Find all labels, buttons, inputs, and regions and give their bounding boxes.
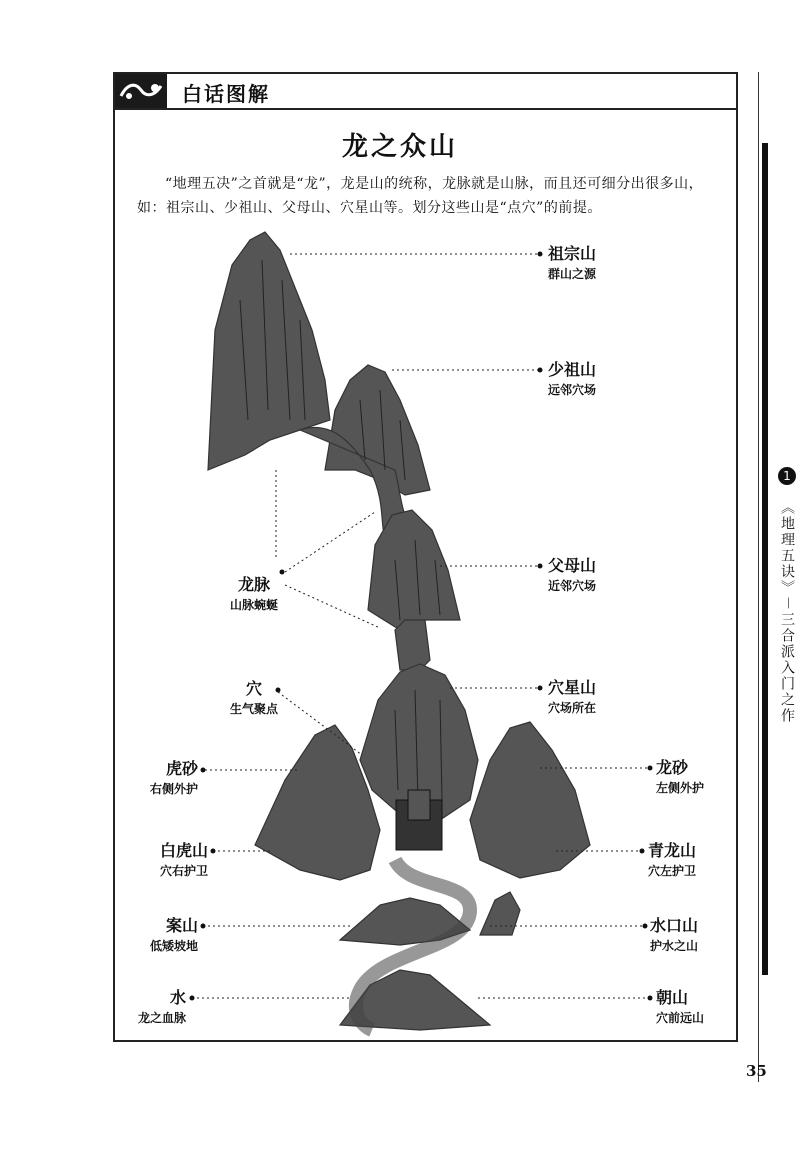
label-main: 龙砂	[656, 758, 689, 777]
label-qinglong-mountain	[648, 840, 696, 880]
label-an-mountain	[130, 915, 198, 955]
label-main: 少祖山	[548, 360, 597, 379]
shuikou-hills	[480, 892, 520, 935]
label-main: 水口山	[650, 916, 699, 935]
page-number: 35	[746, 1062, 767, 1080]
label-sub: 远邻穴场	[548, 383, 597, 397]
label-main: 青龙山	[648, 841, 697, 860]
fumu-mountain	[368, 510, 460, 630]
label-sub: 山脉蜿蜒	[229, 598, 278, 612]
ridge-neck	[395, 620, 430, 670]
label-sub: 护水之山	[650, 939, 699, 953]
label-main: 白虎山	[159, 841, 208, 860]
label-longmai	[222, 574, 286, 614]
label-sub: 穴场所在	[548, 701, 597, 715]
tiger-sand-hills	[255, 725, 380, 880]
label-xue	[222, 678, 286, 718]
label-fumu-mountain	[548, 555, 596, 595]
label-sub: 群山之源	[548, 267, 597, 281]
header-title: 白话图解	[182, 82, 270, 106]
label-main: 穴星山	[548, 678, 597, 697]
label-sub: 龙之血脉	[137, 1011, 186, 1025]
label-main: 穴	[245, 679, 262, 698]
label-main: 朝山	[656, 988, 689, 1007]
sidebar-book-title: 《地理五诀》－三合派入门之作	[779, 500, 795, 724]
chapter-badge: 1	[778, 467, 796, 485]
label-shuikou-mountain	[650, 915, 698, 955]
label-longsha	[656, 757, 704, 797]
label-main: 祖宗山	[548, 244, 597, 263]
label-sub: 右侧外护	[149, 782, 198, 796]
label-main: 龙脉	[237, 575, 270, 594]
label-husha	[130, 758, 198, 798]
label-sub: 近邻穴场	[548, 579, 597, 593]
label-main: 虎砂	[165, 759, 198, 778]
intro-paragraph: “地理五决”之首就是“龙”，龙是山的统称，龙脉就是山脉，而且还可细分出很多山，如：祖宗山、少祖山、父母山、穴星山等。划分这些山是“点穴”的前提。	[137, 176, 704, 216]
page-title: 龙之众山	[341, 132, 458, 162]
label-main: 父母山	[548, 556, 597, 575]
right-margin-rule	[762, 143, 768, 975]
label-shaozu-mountain	[548, 359, 596, 399]
dragon-sand-hills	[470, 722, 590, 878]
label-xuexing-mountain	[548, 677, 596, 717]
label-chao-mountain	[656, 987, 704, 1027]
label-sub: 低矮坡地	[149, 939, 198, 953]
label-sub: 穴左护卫	[648, 864, 697, 878]
label-main: 水	[169, 988, 186, 1007]
label-sub: 生气聚点	[229, 702, 278, 716]
label-shui	[130, 987, 186, 1027]
label-baihu-mountain	[130, 840, 208, 880]
label-sub: 穴前远山	[656, 1011, 705, 1025]
label-main: 案山	[165, 916, 198, 935]
label-zuzong-mountain	[548, 243, 596, 283]
label-sub: 左侧外护	[656, 781, 705, 795]
right-margin-line	[758, 72, 759, 1082]
label-sub: 穴右护卫	[159, 864, 208, 878]
